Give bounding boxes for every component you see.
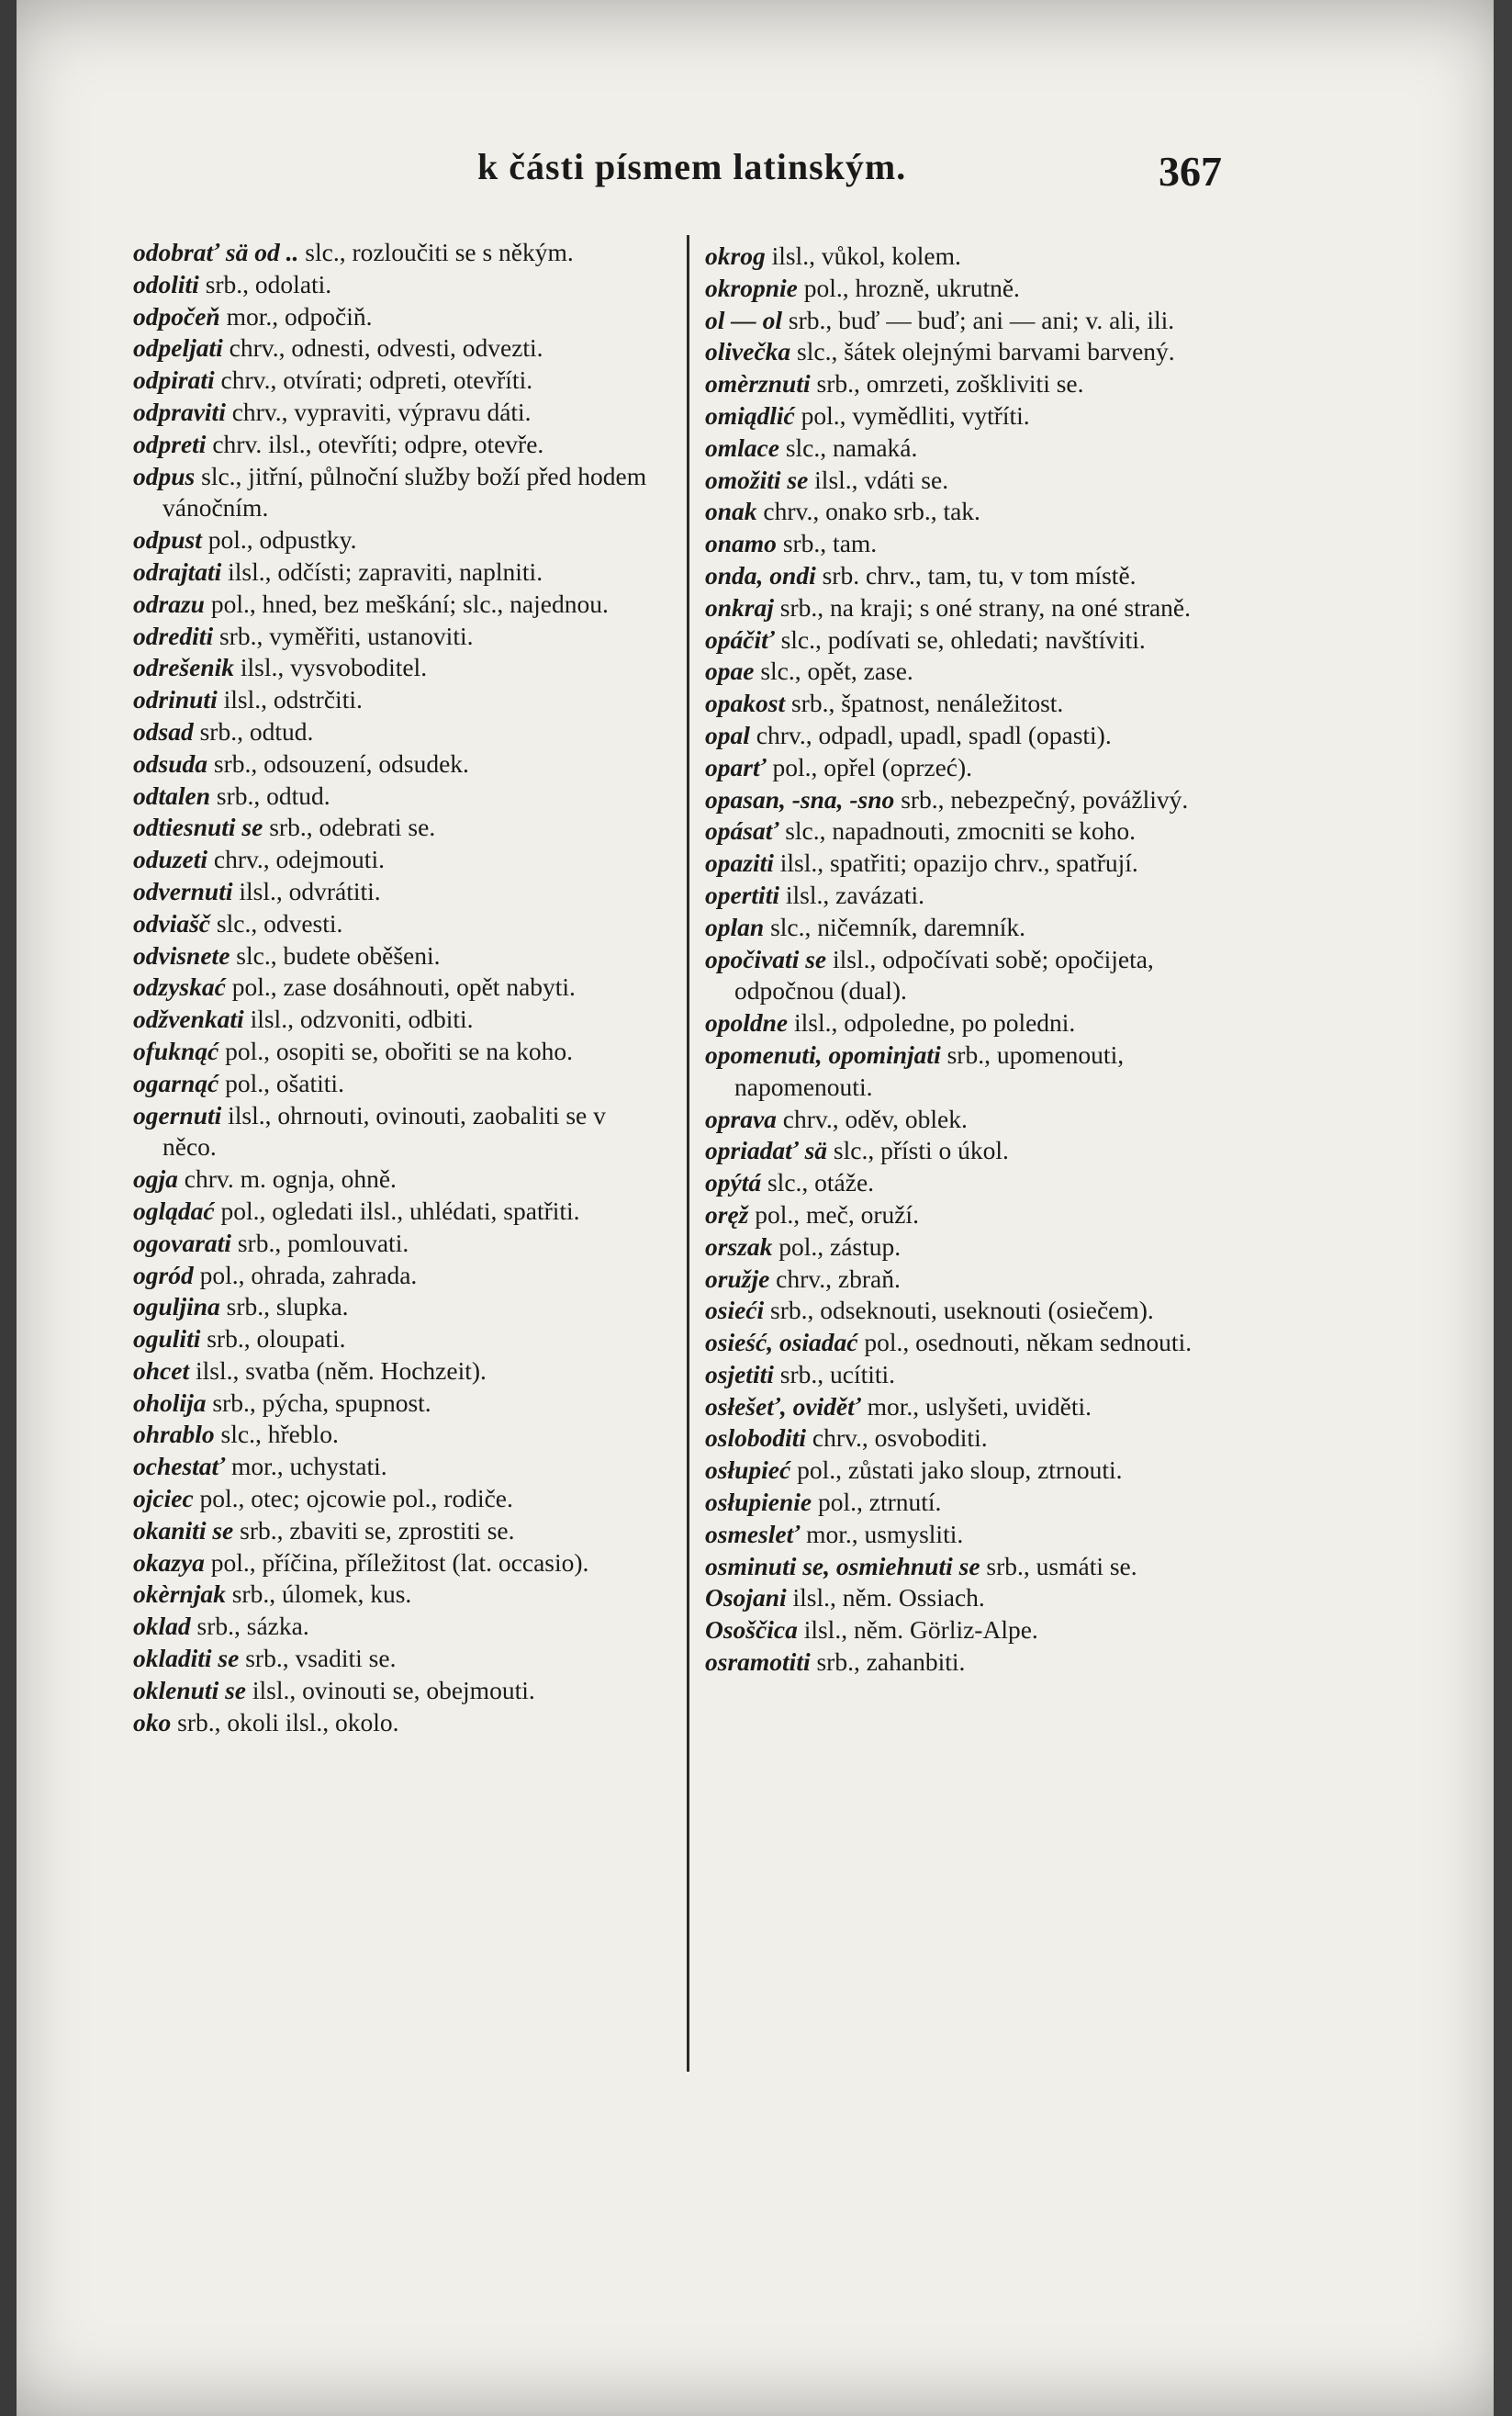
entry-headword: odpreti <box>133 429 207 458</box>
dictionary-entry <box>705 241 1238 273</box>
entry-headword: osloboditi <box>705 1423 807 1453</box>
entry-headword: okèrnjak <box>133 1579 226 1609</box>
dictionary-entry <box>705 1295 1238 1327</box>
dictionary-entry <box>705 1327 1238 1359</box>
entry-definition: ilsl., svatba (něm. Hochzeit). <box>195 1355 487 1385</box>
entry-definition: srb., usmáti se. <box>986 1551 1137 1580</box>
dictionary-entry <box>705 1199 1238 1231</box>
entry-headword: ojciec <box>133 1484 194 1513</box>
entry-headword: Osojani <box>705 1583 787 1613</box>
entry-definition: pol., opřel (oprzeć). <box>772 752 973 781</box>
entry-definition: srb., omrzeti, zoškliviti se. <box>816 369 1084 399</box>
entry-headword: odpust <box>133 525 202 555</box>
entry-headword: opomenuti, opominjati <box>705 1039 941 1069</box>
entry-definition: srb., zahanbiti. <box>816 1647 966 1677</box>
dictionary-entry <box>133 876 666 908</box>
entry-headword: olivečka <box>705 337 791 366</box>
entry-headword: opočivati se <box>705 944 827 973</box>
dictionary-entry <box>705 1455 1238 1487</box>
dictionary-entry <box>133 1355 666 1388</box>
entry-headword: osramotiti <box>705 1647 811 1677</box>
dictionary-entry <box>705 1551 1238 1583</box>
entry-headword: osłešeť, oviděť <box>705 1391 861 1421</box>
dictionary-entry <box>705 944 1238 1008</box>
entry-headword: oglądać <box>133 1196 215 1225</box>
entry-definition: slc., otáže. <box>767 1168 875 1197</box>
dictionary-entry <box>133 1643 666 1675</box>
dictionary-entry <box>705 688 1238 720</box>
entry-headword: omèrznuti <box>705 369 811 399</box>
entry-definition: srb., zbaviti se, zprostiti se. <box>240 1515 515 1545</box>
dictionary-entry <box>705 528 1238 560</box>
dictionary-entry <box>133 332 666 365</box>
entry-headword: orszak <box>705 1231 773 1261</box>
entry-definition: chrv., onako srb., tak. <box>763 497 980 526</box>
entry-headword: odsad <box>133 716 194 746</box>
dictionary-entry <box>133 397 666 429</box>
entry-headword: osminuti se, osmiehnuti se <box>705 1551 980 1580</box>
dictionary-entry <box>133 589 666 621</box>
dictionary-entry <box>705 1359 1238 1391</box>
entry-headword: oduzeti <box>133 845 207 874</box>
entry-headword: opasan, -sna, -sno <box>705 784 895 814</box>
entry-headword: opakost <box>705 689 786 718</box>
dictionary-entry <box>133 844 666 876</box>
entry-headword: odpirati <box>133 365 215 395</box>
dictionary-entry <box>705 496 1238 528</box>
dictionary-entry <box>133 652 666 684</box>
entry-definition: srb., odtud. <box>199 716 314 746</box>
dictionary-entry <box>133 1036 666 1068</box>
entry-definition: ilsl., odpočívati sobě; opočijeta, odpočnou (dual). <box>734 944 1154 1006</box>
entry-headword: ohrablo <box>133 1420 215 1449</box>
entry-definition: slc., podívati se, ohledati; navštíviti. <box>780 624 1146 654</box>
entry-definition: pol., zástup. <box>778 1231 902 1261</box>
entry-definition: srb. chrv., tam, tu, v tom místě. <box>822 560 1137 590</box>
entry-definition: mor., uslyšeti, uviděti. <box>867 1391 1092 1421</box>
entry-definition: ilsl., zavázati. <box>785 880 925 909</box>
dictionary-entry <box>133 1068 666 1100</box>
entry-definition: ilsl., vůkol, kolem. <box>771 242 961 270</box>
dictionary-entry <box>705 336 1238 368</box>
entry-headword: odrešenik <box>133 653 234 682</box>
entry-headword: oręž <box>705 1199 749 1229</box>
entry-headword: odobrať sä od .. <box>133 238 299 266</box>
dictionary-entry <box>705 1487 1238 1519</box>
entry-definition: srb., vyměřiti, ustanoviti. <box>218 621 474 650</box>
dictionary-entry <box>705 784 1238 816</box>
entry-headword: opáčiť <box>705 624 775 654</box>
dictionary-entry <box>705 400 1238 433</box>
entry-headword: osłupienie <box>705 1488 812 1517</box>
entry-headword: oklad <box>133 1612 191 1641</box>
entry-definition: pol., vymědliti, vytříti. <box>801 400 1030 430</box>
entry-definition: pol., osopiti se, obořiti se na koho. <box>225 1036 573 1065</box>
dictionary-entry <box>705 305 1238 337</box>
entry-headword: opertiti <box>705 880 779 909</box>
entry-headword: opriadať sä <box>705 1136 828 1165</box>
dictionary-entry <box>705 1582 1238 1614</box>
entry-definition: srb., odseknouti, useknouti (osiečem). <box>770 1296 1154 1325</box>
dictionary-entry <box>705 1039 1238 1104</box>
entry-definition: chrv., vypraviti, výpravu dáti. <box>231 397 532 426</box>
dictionary-entry <box>133 1419 666 1451</box>
entry-definition: slc., šátek olejnými barvami barvený. <box>797 337 1175 366</box>
dictionary-entry <box>705 1135 1238 1167</box>
dictionary-entry <box>133 1323 666 1355</box>
entry-definition: pol., příčina, příležitost (lat. occasio). <box>210 1547 589 1577</box>
dictionary-entry <box>705 848 1238 880</box>
entry-definition: slc., hřeblo. <box>220 1420 339 1449</box>
entry-headword: ogarnąć <box>133 1068 219 1097</box>
entry-headword: odpus <box>133 461 196 490</box>
entry-definition: srb., ucítiti. <box>779 1359 896 1388</box>
entry-headword: opoldne <box>705 1008 789 1038</box>
dictionary-entry <box>133 461 666 525</box>
dictionary-entry <box>133 1579 666 1611</box>
entry-definition: srb., sázka. <box>196 1612 309 1641</box>
entry-definition: srb., okoli ilsl., okolo. <box>177 1707 399 1736</box>
dictionary-entry <box>705 1231 1238 1264</box>
dictionary-entry <box>133 1483 666 1515</box>
dictionary-column-left <box>133 237 666 1738</box>
entry-headword: opae <box>705 657 755 686</box>
entry-headword: oplan <box>705 912 765 941</box>
dictionary-entry <box>133 908 666 940</box>
dictionary-entry <box>133 1291 666 1323</box>
entry-definition: srb., odsouzení, odsudek. <box>213 748 469 778</box>
entry-headword: onamo <box>705 529 777 558</box>
entry-definition: chrv., odpadl, upadl, spadl (opasti). <box>756 720 1112 749</box>
dictionary-entry <box>705 1104 1238 1136</box>
scan-edge-left <box>0 0 17 2416</box>
dictionary-entry <box>705 1422 1238 1455</box>
entry-headword: okrog <box>705 242 766 270</box>
dictionary-entry <box>133 524 666 556</box>
dictionary-entry <box>705 624 1238 657</box>
entry-headword: odrazu <box>133 589 205 618</box>
entry-headword: oko <box>133 1707 172 1736</box>
entry-definition: slc., ničemník, daremník. <box>770 912 1026 941</box>
entry-definition: ilsl., něm. Görliz-Alpe. <box>803 1615 1038 1645</box>
dictionary-entry <box>133 716 666 748</box>
dictionary-entry <box>133 748 666 781</box>
entry-definition: srb., tam. <box>782 529 878 558</box>
entry-headword: onak <box>705 497 757 526</box>
dictionary-entry <box>133 1451 666 1483</box>
dictionary-entry <box>133 972 666 1004</box>
entry-headword: okropnie <box>705 273 798 302</box>
entry-definition: pol., zase dosáhnouti, opět nabyti. <box>231 972 576 1002</box>
entry-definition: srb., vsaditi se. <box>245 1644 397 1673</box>
entry-definition: slc., odvesti. <box>216 908 343 938</box>
entry-definition: ilsl., odčísti; zapraviti, naplniti. <box>228 556 543 586</box>
entry-headword: odrinuti <box>133 685 218 714</box>
entry-headword: ofuknąć <box>133 1036 219 1065</box>
entry-headword: odsuda <box>133 748 207 778</box>
entry-definition: ilsl., ovinouti se, obejmouti. <box>252 1675 535 1704</box>
entry-headword: omiądlić <box>705 400 795 430</box>
entry-headword: osieść, osiadać <box>705 1328 858 1357</box>
dictionary-entry <box>705 1167 1238 1199</box>
entry-definition: pol., osednouti, někam sednouti. <box>864 1328 1193 1357</box>
entry-definition: srb., špatnost, nenáležitost. <box>790 689 1064 718</box>
dictionary-entry <box>133 1515 666 1547</box>
entry-definition: ilsl., něm. Ossiach. <box>792 1583 985 1613</box>
dictionary-entry <box>133 1163 666 1196</box>
entry-definition: ilsl., spatřiti; opazijo chrv., spatřují. <box>779 848 1138 878</box>
entry-headword: ochestať <box>133 1452 226 1481</box>
entry-definition: ilsl., odzvoniti, odbiti. <box>250 1005 474 1034</box>
entry-definition: pol., ogledati ilsl., uhlédati, spatřiti. <box>220 1196 580 1225</box>
entry-headword: odoliti <box>133 269 199 298</box>
entry-definition: ilsl., ohrnouti, ovinouti, zaobaliti se v něco. <box>162 1100 606 1162</box>
entry-headword: oružje <box>705 1264 770 1293</box>
entry-headword: ohcet <box>133 1355 190 1385</box>
dictionary-entry <box>133 1675 666 1707</box>
dictionary-entry <box>133 1547 666 1579</box>
dictionary-entry <box>133 1388 666 1420</box>
entry-definition: chrv., odejmouti. <box>213 845 385 874</box>
entry-definition: mor., uchystati. <box>231 1452 387 1481</box>
dictionary-entry <box>133 1707 666 1739</box>
entry-definition: srb., úlomek, kus. <box>231 1579 412 1609</box>
dictionary-entry <box>133 365 666 397</box>
page-number: 367 <box>1159 148 1222 195</box>
dictionary-entry <box>705 815 1238 848</box>
dictionary-entry <box>133 1611 666 1643</box>
entry-headword: okaniti se <box>133 1515 234 1545</box>
entry-definition: srb., odolati. <box>205 269 332 298</box>
entry-definition: slc., namaká. <box>785 433 918 462</box>
dictionary-entry <box>133 781 666 813</box>
entry-headword: odpeljati <box>133 333 223 363</box>
entry-definition: pol., hrozně, ukrutně. <box>803 273 1020 302</box>
entry-headword: ogovarati <box>133 1228 231 1257</box>
entry-headword: opaziti <box>705 848 774 878</box>
entry-headword: odrediti <box>133 621 214 650</box>
entry-headword: odtiesnuti se <box>133 813 263 842</box>
entry-definition: pol., ohrada, zahrada. <box>199 1260 418 1289</box>
dictionary-entry <box>705 720 1238 752</box>
entry-headword: osłupieć <box>705 1455 791 1485</box>
entry-headword: opal <box>705 720 750 749</box>
entry-definition: slc., opět, zase. <box>760 657 913 686</box>
entry-definition: pol., odpustky. <box>207 525 357 555</box>
entry-definition: pol., ošatiti. <box>225 1068 344 1097</box>
dictionary-entry <box>133 269 666 301</box>
entry-definition: srb., buď — buď; ani — ani; v. ali, ili. <box>788 305 1175 334</box>
dictionary-entry <box>133 429 666 461</box>
entry-definition: pol., meč, oruží. <box>755 1199 919 1229</box>
entry-headword: ol — ol <box>705 305 783 334</box>
entry-headword: oklenuti se <box>133 1675 246 1704</box>
entry-headword: oguliti <box>133 1324 201 1354</box>
entry-definition: chrv., odnesti, odvesti, odvezti. <box>229 333 543 363</box>
dictionary-entry <box>133 940 666 972</box>
entry-definition: srb., nebezpečný, povážlivý. <box>901 784 1189 814</box>
entry-definition: srb., pomlouvati. <box>237 1228 409 1257</box>
entry-headword: odžvenkati <box>133 1005 244 1034</box>
entry-definition: slc., budete oběšeni. <box>236 940 441 970</box>
entry-headword: odviašč <box>133 908 211 938</box>
entry-definition: chrv., otvírati; odpreti, otevříti. <box>220 365 533 395</box>
entry-headword: oparť <box>705 752 767 781</box>
entry-definition: chrv., oděv, oblek. <box>782 1104 968 1133</box>
dictionary-entry <box>133 621 666 653</box>
dictionary-entry <box>133 1260 666 1292</box>
dictionary-entry <box>705 560 1238 592</box>
entry-headword: odtalen <box>133 781 211 810</box>
entry-headword: odrajtati <box>133 556 222 586</box>
entry-headword: osjetiti <box>705 1359 774 1388</box>
dictionary-entry <box>705 1614 1238 1646</box>
column-divider <box>687 235 689 2072</box>
dictionary-entry <box>705 592 1238 624</box>
entry-headword: opýtá <box>705 1168 762 1197</box>
dictionary-entry <box>705 912 1238 944</box>
entry-headword: onda, ondi <box>705 560 816 590</box>
dictionary-entry <box>705 465 1238 497</box>
scan-edge-right <box>1494 0 1512 2416</box>
dictionary-entry <box>133 1100 666 1164</box>
entry-definition: pol., hned, bez meškání; slc., najednou. <box>210 589 609 618</box>
entry-headword: osieći <box>705 1296 765 1325</box>
entry-definition: ilsl., vdáti se. <box>814 465 949 494</box>
dictionary-entry <box>133 301 666 333</box>
entry-definition: srb., na kraji; s oné strany, na oné straně. <box>779 592 1192 622</box>
entry-definition: ilsl., odstrčiti. <box>223 685 363 714</box>
entry-definition: ilsl., vysvoboditel. <box>240 653 428 682</box>
entry-definition: srb., slupka. <box>226 1292 349 1321</box>
entry-headword: oguljina <box>133 1292 220 1321</box>
dictionary-entry <box>705 368 1238 400</box>
entry-definition: chrv., osvoboditi. <box>812 1423 988 1453</box>
entry-definition: chrv., zbraň. <box>776 1264 901 1293</box>
dictionary-entry <box>133 237 666 269</box>
entry-definition: pol., zůstati jako sloup, ztrnouti. <box>797 1455 1123 1485</box>
entry-definition: slc., napadnouti, zmocniti se koho. <box>785 816 1137 846</box>
entry-headword: opásať <box>705 816 779 846</box>
dictionary-entry <box>133 812 666 844</box>
entry-headword: onkraj <box>705 592 774 622</box>
dictionary-entry <box>705 1007 1238 1039</box>
entry-definition: slc., přísti o úkol. <box>833 1136 1009 1165</box>
entry-headword: okladiti se <box>133 1644 240 1673</box>
entry-headword: omožiti se <box>705 465 809 494</box>
entry-headword: odpočeň <box>133 301 220 331</box>
entry-headword: odvisnete <box>133 940 230 970</box>
dictionary-entry <box>133 1196 666 1228</box>
entry-headword: ogja <box>133 1164 178 1194</box>
entry-definition: pol., otec; ojcowie pol., rodiče. <box>199 1484 513 1513</box>
dictionary-entry <box>705 433 1238 465</box>
dictionary-entry <box>133 556 666 589</box>
dictionary-entry <box>133 1004 666 1036</box>
entry-headword: oholija <box>133 1388 207 1417</box>
entry-definition: srb., pýcha, spupnost. <box>212 1388 431 1417</box>
entry-definition: mor., odpočiň. <box>226 301 373 331</box>
entry-definition: srb., odtud. <box>216 781 330 810</box>
entry-headword: osmesleť <box>705 1519 801 1548</box>
entry-headword: omlace <box>705 433 779 462</box>
entry-headword: odpraviti <box>133 397 226 426</box>
dictionary-entry <box>705 1264 1238 1296</box>
entry-definition: chrv. ilsl., otevříti; odpre, otevře. <box>212 429 544 458</box>
dictionary-entry <box>705 656 1238 688</box>
entry-headword: oprava <box>705 1104 777 1133</box>
entry-definition: srb., odebrati se. <box>269 813 436 842</box>
entry-definition: chrv. m. ognja, ohně. <box>184 1164 397 1194</box>
dictionary-entry <box>705 1646 1238 1679</box>
dictionary-entry <box>705 752 1238 784</box>
entry-definition: ilsl., odpoledne, po poledni. <box>794 1008 1076 1038</box>
entry-definition: ilsl., odvrátiti. <box>239 876 381 905</box>
dictionary-entry <box>705 1391 1238 1423</box>
running-header: k části písmem latinským. <box>477 146 907 187</box>
entry-headword: Osoščica <box>705 1615 798 1645</box>
entry-definition: srb., upomenouti, napomenouti. <box>734 1039 1125 1101</box>
entry-headword: ogród <box>133 1260 194 1289</box>
entry-headword: okazya <box>133 1547 205 1577</box>
entry-headword: odvernuti <box>133 876 233 905</box>
dictionary-entry <box>133 1228 666 1260</box>
entry-definition: slc., rozloučiti se s někým. <box>305 238 574 266</box>
entry-definition: srb., oloupati. <box>207 1324 346 1354</box>
dictionary-column-right <box>705 241 1238 1679</box>
dictionary-entry <box>705 880 1238 912</box>
entry-definition: mor., usmysliti. <box>806 1519 964 1548</box>
entry-headword: ogernuti <box>133 1100 222 1129</box>
dictionary-entry <box>705 273 1238 305</box>
entry-headword: odzyskać <box>133 972 226 1002</box>
dictionary-entry <box>133 684 666 716</box>
entry-definition: pol., ztrnutí. <box>818 1488 942 1517</box>
dictionary-entry <box>705 1519 1238 1551</box>
entry-definition: slc., jitřní, půlnoční služby boží před hodem vánočním. <box>162 461 647 523</box>
